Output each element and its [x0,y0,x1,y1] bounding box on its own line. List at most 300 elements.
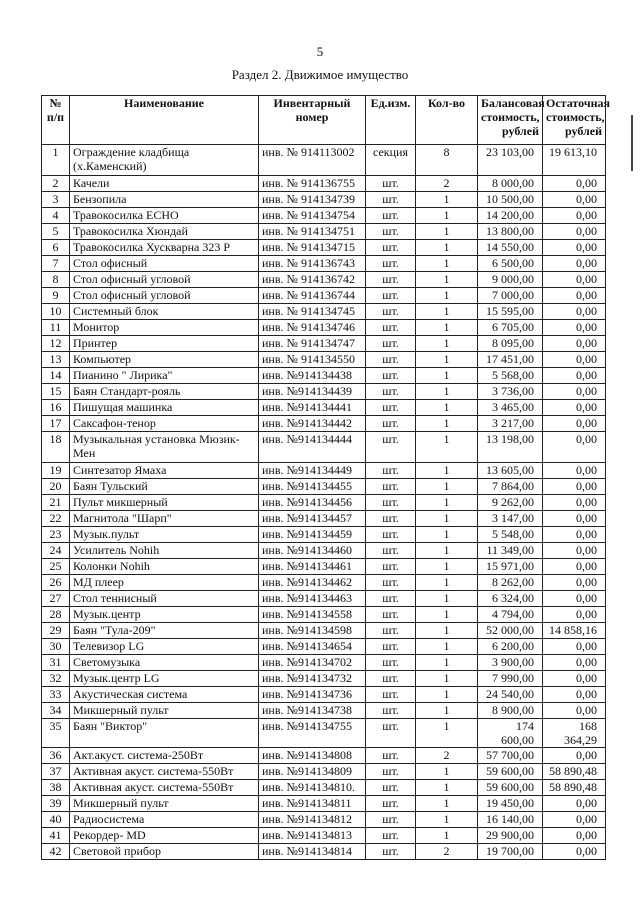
row-num: 8 [42,272,70,288]
row-residual: 19 613,10 [543,145,606,176]
row-qty: 1 [416,687,478,703]
row-name: Активная акуст. система-550Вт [70,764,259,780]
row-inv: инв. №914134738 [259,703,366,719]
row-qty: 1 [416,208,478,224]
row-name: Пианино " Лирика" [70,368,259,384]
row-unit: шт. [366,575,416,591]
row-num: 42 [42,844,70,860]
row-inv: инв. №914134444 [259,432,366,463]
row-residual: 168 364,29 [543,719,606,748]
row-inv: инв. №914134456 [259,495,366,511]
row-num: 25 [42,559,70,575]
row-num: 2 [42,176,70,192]
row-residual: 0,00 [543,224,606,240]
row-qty: 1 [416,671,478,687]
row-balance: 23 103,00 [478,145,543,176]
row-residual: 0,00 [543,320,606,336]
table-row [42,400,606,416]
row-num: 27 [42,591,70,607]
row-inv: инв. №914134438 [259,368,366,384]
row-inv: инв. №914134462 [259,575,366,591]
row-inv: инв. №914134441 [259,400,366,416]
row-inv: инв. № 914134745 [259,304,366,320]
row-name: Акт.акуст. система-250Вт [70,748,259,764]
row-inv: инв. №914134457 [259,511,366,527]
row-num: 16 [42,400,70,416]
table-row [42,384,606,400]
row-qty: 1 [416,352,478,368]
row-unit: шт. [366,288,416,304]
row-qty: 1 [416,288,478,304]
table-row [42,511,606,527]
row-num: 22 [42,511,70,527]
row-unit: шт. [366,432,416,463]
row-balance: 59 600,00 [478,780,543,796]
row-unit: шт. [366,384,416,400]
row-residual: 0,00 [543,240,606,256]
row-inv: инв. №914134811 [259,796,366,812]
row-unit: шт. [366,527,416,543]
row-qty: 2 [416,844,478,860]
table-row [42,256,606,272]
row-inv: инв. №914134442 [259,416,366,432]
table-row [42,479,606,495]
row-balance: 4 794,00 [478,607,543,623]
row-balance: 57 700,00 [478,748,543,764]
row-balance: 19 700,00 [478,844,543,860]
table-row [42,463,606,479]
header-residual: Остаточная стоимость, рублей [543,96,606,145]
row-unit: шт. [366,272,416,288]
row-unit: шт. [366,559,416,575]
row-residual: 0,00 [543,368,606,384]
row-inv: инв. №914134755 [259,719,366,748]
row-inv: инв. №914134810. [259,780,366,796]
row-inv: инв. №914134439 [259,384,366,400]
row-unit: шт. [366,256,416,272]
row-balance: 5 568,00 [478,368,543,384]
row-balance: 29 900,00 [478,828,543,844]
row-balance: 24 540,00 [478,687,543,703]
row-qty: 1 [416,703,478,719]
row-balance: 8 000,00 [478,176,543,192]
row-balance: 13 800,00 [478,224,543,240]
table-row [42,288,606,304]
row-residual: 0,00 [543,432,606,463]
table-row [42,703,606,719]
row-qty: 1 [416,511,478,527]
row-balance: 8 262,00 [478,575,543,591]
row-name: Баян Тульский [70,479,259,495]
row-name: Радиосистема [70,812,259,828]
row-num: 5 [42,224,70,240]
row-unit: шт. [366,655,416,671]
row-name: МД плеер [70,575,259,591]
row-num: 4 [42,208,70,224]
table-row [42,607,606,623]
row-qty: 1 [416,780,478,796]
row-inv: инв. № 914134746 [259,320,366,336]
row-qty: 1 [416,400,478,416]
row-qty: 1 [416,224,478,240]
row-num: 26 [42,575,70,591]
row-num: 21 [42,495,70,511]
row-inv: инв. № 914134754 [259,208,366,224]
row-inv: инв. №914134702 [259,655,366,671]
table-row [42,352,606,368]
row-balance: 59 600,00 [478,764,543,780]
row-unit: шт. [366,400,416,416]
row-residual: 58 890,48 [543,780,606,796]
table-row [42,623,606,639]
row-residual: 0,00 [543,384,606,400]
table-row [42,748,606,764]
row-name: Стол офисный [70,256,259,272]
table-row [42,416,606,432]
row-num: 41 [42,828,70,844]
row-balance: 7 990,00 [478,671,543,687]
row-inv: инв. №914134449 [259,463,366,479]
row-qty: 1 [416,623,478,639]
row-unit: шт. [366,479,416,495]
header-name: Наименование [70,96,259,145]
row-residual: 0,00 [543,607,606,623]
row-unit: шт. [366,176,416,192]
row-name: Травокосилка ЕСНО [70,208,259,224]
row-num: 12 [42,336,70,352]
row-balance: 3 147,00 [478,511,543,527]
table-row [42,304,606,320]
row-qty: 1 [416,719,478,748]
row-name: Световой прибор [70,844,259,860]
row-inv: инв. №914134813 [259,828,366,844]
row-unit: шт. [366,764,416,780]
header-unit: Ед.изм. [366,96,416,145]
table-row [42,639,606,655]
row-residual: 0,00 [543,591,606,607]
row-num: 18 [42,432,70,463]
row-inv: инв. № 914136743 [259,256,366,272]
row-name: Бензопила [70,192,259,208]
table-row [42,320,606,336]
row-inv: инв. №914134736 [259,687,366,703]
row-num: 20 [42,479,70,495]
row-name: Акустическая система [70,687,259,703]
row-unit: секция [366,145,416,176]
row-residual: 0,00 [543,575,606,591]
row-num: 11 [42,320,70,336]
row-name: Принтер [70,336,259,352]
row-num: 14 [42,368,70,384]
row-inv: инв. № 914134715 [259,240,366,256]
row-num: 35 [42,719,70,748]
row-num: 29 [42,623,70,639]
table-row [42,575,606,591]
table-row [42,336,606,352]
row-balance: 13 198,00 [478,432,543,463]
row-residual: 0,00 [543,812,606,828]
row-balance: 3 217,00 [478,416,543,432]
header-qty: Кол-во [416,96,478,145]
table-row [42,240,606,256]
row-num: 3 [42,192,70,208]
row-balance: 9 000,00 [478,272,543,288]
row-name: Синтезатор Ямаха [70,463,259,479]
row-num: 1 [42,145,70,176]
row-qty: 1 [416,479,478,495]
row-balance: 52 000,00 [478,623,543,639]
row-num: 13 [42,352,70,368]
row-residual: 0,00 [543,336,606,352]
row-name: Баян Стандарт-рояль [70,384,259,400]
row-balance: 15 971,00 [478,559,543,575]
row-name: Музык.центр LG [70,671,259,687]
row-unit: шт. [366,304,416,320]
row-name: Усилитель Nohih [70,543,259,559]
row-balance: 9 262,00 [478,495,543,511]
row-name: Баян "Виктор" [70,719,259,748]
row-qty: 1 [416,559,478,575]
row-residual: 0,00 [543,687,606,703]
row-inv: инв. №914134459 [259,527,366,543]
row-num: 24 [42,543,70,559]
row-qty: 1 [416,655,478,671]
table-row [42,796,606,812]
row-residual: 0,00 [543,748,606,764]
row-balance: 7 864,00 [478,479,543,495]
row-unit: шт. [366,623,416,639]
row-unit: шт. [366,208,416,224]
row-unit: шт. [366,812,416,828]
row-residual: 0,00 [543,703,606,719]
row-num: 39 [42,796,70,812]
row-name: Пишущая машинка [70,400,259,416]
row-unit: шт. [366,368,416,384]
table-row [42,192,606,208]
row-residual: 58 890,48 [543,764,606,780]
table-row [42,559,606,575]
row-unit: шт. [366,844,416,860]
row-num: 28 [42,607,70,623]
row-qty: 1 [416,336,478,352]
row-num: 40 [42,812,70,828]
row-qty: 1 [416,463,478,479]
row-balance: 3 465,00 [478,400,543,416]
row-residual: 0,00 [543,416,606,432]
row-num: 31 [42,655,70,671]
row-name: Баян "Тула-209" [70,623,259,639]
row-num: 15 [42,384,70,400]
row-unit: шт. [366,336,416,352]
row-unit: шт. [366,671,416,687]
table-row [42,495,606,511]
table-row [42,812,606,828]
row-inv: инв. № 914134747 [259,336,366,352]
row-name: Компьютер [70,352,259,368]
row-inv: инв. № 914136744 [259,288,366,304]
row-balance: 5 548,00 [478,527,543,543]
row-name: Качели [70,176,259,192]
row-num: 17 [42,416,70,432]
row-unit: шт. [366,352,416,368]
row-name: Стол офисный угловой [70,272,259,288]
row-balance: 17 451,00 [478,352,543,368]
table-row [42,719,606,748]
row-qty: 1 [416,828,478,844]
row-name: Пульт микшерный [70,495,259,511]
row-unit: шт. [366,543,416,559]
table-row [42,844,606,860]
row-residual: 0,00 [543,463,606,479]
row-qty: 1 [416,256,478,272]
header-inv: Инвентарный номер [259,96,366,145]
row-balance: 3 900,00 [478,655,543,671]
row-qty: 1 [416,368,478,384]
row-name: Музыкальная установка Мюзик-Мен [70,432,259,463]
row-balance: 8 095,00 [478,336,543,352]
row-unit: шт. [366,320,416,336]
row-unit: шт. [366,828,416,844]
table-row [42,432,606,463]
row-residual: 0,00 [543,527,606,543]
row-residual: 0,00 [543,272,606,288]
row-name: Системный блок [70,304,259,320]
row-qty: 1 [416,432,478,463]
table-row [42,655,606,671]
row-qty: 1 [416,272,478,288]
row-name: Музык.пульт [70,527,259,543]
table-row [42,145,606,176]
header-num: № п/п [42,96,70,145]
row-unit: шт. [366,687,416,703]
row-residual: 0,00 [543,479,606,495]
row-balance: 3 736,00 [478,384,543,400]
row-inv: инв. №914134808 [259,748,366,764]
row-residual: 0,00 [543,828,606,844]
row-name: Колонки Nohih [70,559,259,575]
row-qty: 1 [416,591,478,607]
row-unit: шт. [366,703,416,719]
row-num: 37 [42,764,70,780]
header-balance: Балансовая стоимость, рублей [478,96,543,145]
row-inv: инв. № 914113002 [259,145,366,176]
table-row [42,671,606,687]
row-qty: 1 [416,240,478,256]
margin-mark [631,115,633,171]
row-qty: 1 [416,384,478,400]
row-num: 9 [42,288,70,304]
row-qty: 1 [416,639,478,655]
row-balance: 10 500,00 [478,192,543,208]
table-row [42,208,606,224]
row-inv: инв. №914134654 [259,639,366,655]
row-unit: шт. [366,796,416,812]
table-row [42,591,606,607]
row-unit: шт. [366,511,416,527]
row-residual: 0,00 [543,352,606,368]
row-qty: 1 [416,607,478,623]
row-inv: инв. № 914134550 [259,352,366,368]
table-row [42,272,606,288]
row-balance: 13 605,00 [478,463,543,479]
row-balance: 14 200,00 [478,208,543,224]
row-num: 36 [42,748,70,764]
row-residual: 0,00 [543,559,606,575]
row-num: 38 [42,780,70,796]
table-row [42,176,606,192]
row-name: Рекордер- MD [70,828,259,844]
row-residual: 0,00 [543,256,606,272]
table-row [42,828,606,844]
table-body [42,145,606,860]
table-row [42,543,606,559]
row-name: Ограждение кладбища (х.Каменский) [70,145,259,176]
row-qty: 1 [416,320,478,336]
row-unit: шт. [366,416,416,432]
row-balance: 174 600,00 [478,719,543,748]
table-row [42,780,606,796]
row-name: Музык.центр [70,607,259,623]
row-balance: 16 140,00 [478,812,543,828]
row-inv: инв. № 914136755 [259,176,366,192]
row-num: 10 [42,304,70,320]
row-unit: шт. [366,224,416,240]
row-qty: 1 [416,527,478,543]
row-balance: 6 500,00 [478,256,543,272]
page-number: 5 [316,44,324,59]
row-inv: инв. №914134558 [259,607,366,623]
row-residual: 14 858,16 [543,623,606,639]
row-balance: 7 000,00 [478,288,543,304]
row-inv: инв. №914134598 [259,623,366,639]
row-unit: шт. [366,495,416,511]
row-num: 32 [42,671,70,687]
row-name: Светомузыка [70,655,259,671]
row-unit: шт. [366,192,416,208]
row-residual: 0,00 [543,176,606,192]
row-balance: 15 595,00 [478,304,543,320]
row-name: Саксафон-тенор [70,416,259,432]
row-balance: 6 324,00 [478,591,543,607]
row-inv: инв. №914134812 [259,812,366,828]
row-qty: 2 [416,176,478,192]
row-num: 7 [42,256,70,272]
row-residual: 0,00 [543,671,606,687]
row-qty: 2 [416,748,478,764]
row-unit: шт. [366,463,416,479]
row-qty: 1 [416,495,478,511]
row-inv: инв. № 914136742 [259,272,366,288]
row-residual: 0,00 [543,192,606,208]
section-title: Раздел 2. Движимое имущество [231,67,409,82]
row-balance: 6 705,00 [478,320,543,336]
row-residual: 0,00 [543,400,606,416]
row-residual: 0,00 [543,796,606,812]
row-name: Микшерный пульт [70,703,259,719]
table-row [42,764,606,780]
row-num: 33 [42,687,70,703]
row-name: Травокосилка Хускварна 323 Р [70,240,259,256]
row-residual: 0,00 [543,655,606,671]
row-residual: 0,00 [543,844,606,860]
row-balance: 14 550,00 [478,240,543,256]
row-qty: 1 [416,796,478,812]
row-inv: инв. №914134809 [259,764,366,780]
row-name: Стол офисный угловой [70,288,259,304]
row-name: Стол теннисный [70,591,259,607]
row-inv: инв. №914134463 [259,591,366,607]
row-name: Активная акуст. система-550Вт [70,780,259,796]
